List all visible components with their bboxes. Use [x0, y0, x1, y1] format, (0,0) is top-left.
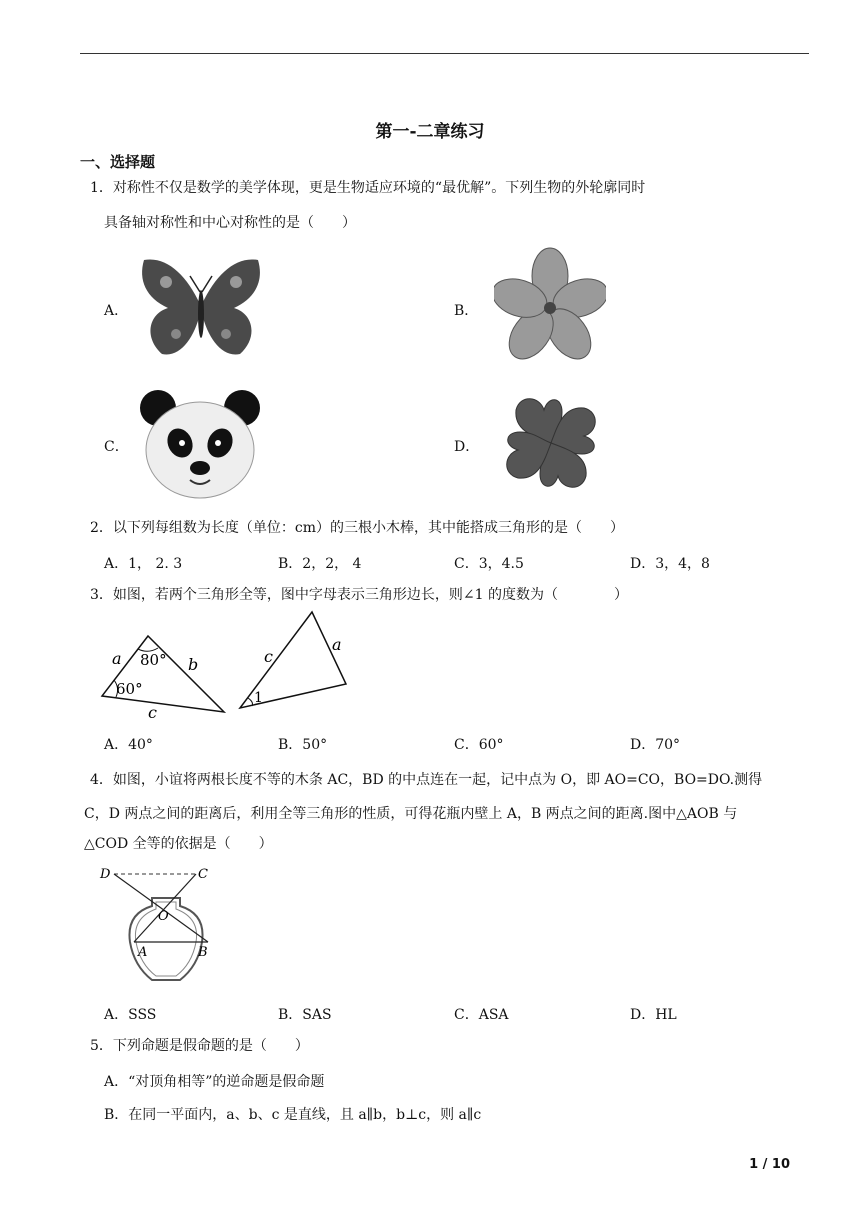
q3-angle-80: 80°	[140, 651, 167, 669]
q3-option-d[interactable]: D．70°	[630, 737, 681, 753]
q3-option-c[interactable]: C．60°	[454, 737, 504, 753]
q3-angle-60: 60°	[116, 680, 143, 698]
q4-option-d[interactable]: D．HL	[630, 1007, 677, 1023]
q4-stem-line1: 4．如图，小谊将两根长度不等的木条 AC，BD 的中点连在一起，记中点为 O，即 AO=CO，BO=DO.测得	[90, 772, 763, 788]
q3-label-a1: a	[112, 649, 122, 668]
q3-label-a2: a	[332, 635, 342, 654]
q4-stem-line3: △COD 全等的依据是（ ）	[84, 836, 273, 852]
q1-option-d-label: D．	[454, 439, 480, 455]
butterfly-image	[136, 254, 266, 364]
q2-option-d[interactable]: D．3，4，8	[630, 556, 710, 572]
four-leaf-clover-image	[492, 386, 610, 500]
q5-option-b[interactable]: B．在同一平面内，a、b、c 是直线，且 a∥b，b⊥c，则 a∥c	[104, 1107, 482, 1123]
section-heading: 一、选择题	[80, 153, 156, 171]
q4-point-a: A	[138, 945, 148, 960]
q4-point-o: O	[158, 909, 169, 924]
q4-point-b: B	[198, 945, 208, 960]
page-title: 第一-二章练习	[375, 122, 485, 142]
q4-vase-figure	[96, 862, 226, 992]
q3-label-c2: c	[264, 647, 273, 666]
q3-triangles-figure	[96, 608, 356, 720]
q2-option-a[interactable]: A．1， 2. 3	[104, 556, 183, 572]
q3-label-b1: b	[188, 655, 199, 674]
q4-option-b[interactable]: B．SAS	[278, 1007, 332, 1023]
q3-option-b[interactable]: B．50°	[278, 737, 328, 753]
q4-point-c: C	[198, 867, 208, 882]
q4-option-c[interactable]: C．ASA	[454, 1007, 509, 1023]
q3-option-a[interactable]: A．40°	[104, 737, 153, 753]
q2-option-b[interactable]: B．2，2， 4	[278, 556, 362, 572]
q1-option-c-label: C．	[104, 439, 129, 455]
q3-angle-1: 1	[254, 690, 263, 706]
q3-stem: 3．如图，若两个三角形全等，图中字母表示三角形边长，则∠1 的度数为（ ）	[90, 587, 628, 603]
header-rule	[80, 53, 809, 54]
q1-stem-line2: 具备轴对称性和中心对称性的是（ ）	[104, 215, 356, 231]
q4-point-d: D	[100, 867, 111, 882]
q1-stem-line1: 1．对称性不仅是数学的美学体现，更是生物适应环境的“最优解”。下列生物的外轮廓同时	[90, 180, 646, 196]
q1-option-b-label: B．	[454, 303, 479, 319]
q2-option-c[interactable]: C．3，4.5	[454, 556, 524, 572]
q5-stem: 5．下列命题是假命题的是（ ）	[90, 1038, 309, 1054]
q4-stem-line2: C，D 两点之间的距离后，利用全等三角形的性质，可得花瓶内壁上 A，B 两点之间的距离.图中△AOB 与	[84, 806, 738, 822]
page-number: 1 / 10	[749, 1157, 790, 1172]
q3-label-c1: c	[148, 703, 157, 720]
q1-option-a-label: A．	[104, 303, 129, 319]
q5-option-a[interactable]: A．“对顶角相等”的逆命题是假命题	[104, 1074, 325, 1090]
plumeria-flower-image	[494, 246, 606, 368]
q2-stem: 2．以下列每组数为长度（单位：cm）的三根小木棒，其中能搭成三角形的是（ ）	[90, 520, 625, 536]
q4-option-a[interactable]: A．SSS	[104, 1007, 157, 1023]
panda-face-image	[138, 388, 262, 500]
